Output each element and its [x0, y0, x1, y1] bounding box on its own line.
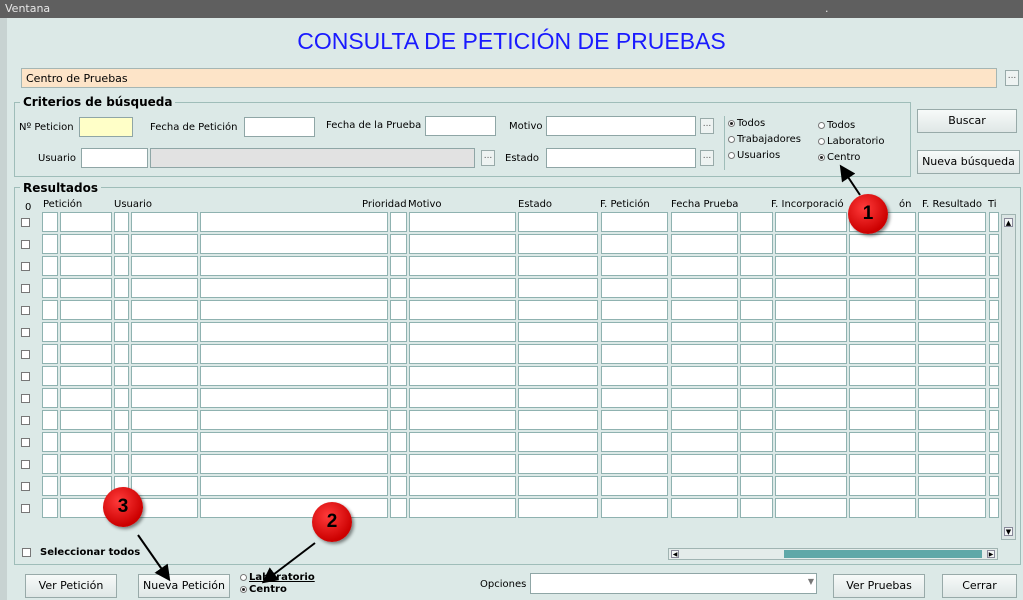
select-all-label: Seleccionar todos	[40, 547, 141, 558]
centro-lookup-button[interactable]: ...	[1005, 70, 1019, 86]
col-estado: Estado	[518, 199, 553, 210]
col-f-incorporacion: F. Incorporació	[771, 199, 844, 210]
scroll-left-icon[interactable]: ◀	[672, 551, 678, 558]
opciones-label: Opciones	[480, 579, 527, 590]
col-f-resultado: F. Resultado	[922, 199, 982, 210]
titlebar-dot: .	[825, 2, 829, 15]
fecha-prueba-label: Fecha de la Prueba	[326, 120, 422, 131]
col-motivo: Motivo	[408, 199, 442, 210]
results-count: 0	[25, 202, 32, 213]
radio-centro[interactable]: Centro	[818, 150, 908, 166]
col-fecha-prueba: Fecha Prueba	[671, 199, 739, 210]
estado-label: Estado	[505, 153, 540, 164]
marker-3-arrow	[138, 535, 168, 578]
radio-bottom-laboratorio[interactable]: Laboratorio	[240, 572, 315, 584]
n-peticion-label: Nº Peticion	[19, 122, 74, 133]
nueva-busqueda-button[interactable]: Nueva búsqueda	[917, 150, 1020, 174]
centro-field[interactable]: Centro de Pruebas	[21, 68, 997, 88]
estado-lookup-button[interactable]: ...	[700, 150, 714, 166]
marker-1-arrow	[842, 168, 860, 195]
resultados-title: Resultados	[20, 181, 101, 195]
radio-usuarios[interactable]: Usuarios	[725, 148, 814, 164]
cerrar-button[interactable]: Cerrar	[942, 574, 1017, 598]
motivo-lookup-button[interactable]: ...	[700, 118, 714, 134]
col-usuario: Usuario	[114, 199, 153, 210]
scroll-up-icon[interactable]: ▲	[1005, 219, 1012, 227]
scroll-right-icon[interactable]: ▶	[988, 551, 994, 558]
col-prioridad: Prioridad	[362, 199, 407, 210]
ver-peticion-button[interactable]: Ver Petición	[25, 574, 117, 598]
radio-trabajadores[interactable]: Trabajadores	[725, 132, 814, 148]
scroll-down-icon[interactable]: ▼	[1005, 528, 1012, 536]
buscar-button[interactable]: Buscar	[917, 109, 1017, 133]
radio-laboratorio[interactable]: Laboratorio	[818, 134, 908, 150]
col-f-validacion: ón	[899, 199, 912, 210]
col-tipo: Ti	[988, 199, 997, 210]
nueva-peticion-button[interactable]: Nueva Petición	[138, 574, 230, 598]
marker-2-arrow	[265, 543, 315, 581]
radio-todos-usuarios[interactable]: Todos	[725, 116, 814, 132]
usuario-label: Usuario	[38, 153, 77, 164]
motivo-label: Motivo	[509, 121, 543, 132]
annotation-marker-3: 3	[103, 487, 143, 527]
criterios-title: Criterios de búsqueda	[20, 95, 175, 109]
page-title: CONSULTA DE PETICIÓN DE PRUEBAS	[297, 28, 726, 54]
window-title: Ventana	[5, 2, 51, 15]
col-f-peticion: F. Petición	[600, 199, 650, 210]
radio-bottom-centro[interactable]: Centro	[240, 584, 315, 596]
ver-pruebas-button[interactable]: Ver Pruebas	[833, 574, 925, 598]
radio-todos-origen[interactable]: Todos	[818, 118, 908, 134]
col-peticion: Petición	[43, 199, 83, 210]
fecha-peticion-label: Fecha de Petición	[150, 122, 238, 133]
chevron-down-icon: ▼	[807, 577, 814, 586]
annotation-marker-2: 2	[312, 502, 352, 542]
usuario-lookup-button[interactable]: ...	[481, 150, 495, 166]
annotation-marker-1: 1	[848, 194, 888, 234]
